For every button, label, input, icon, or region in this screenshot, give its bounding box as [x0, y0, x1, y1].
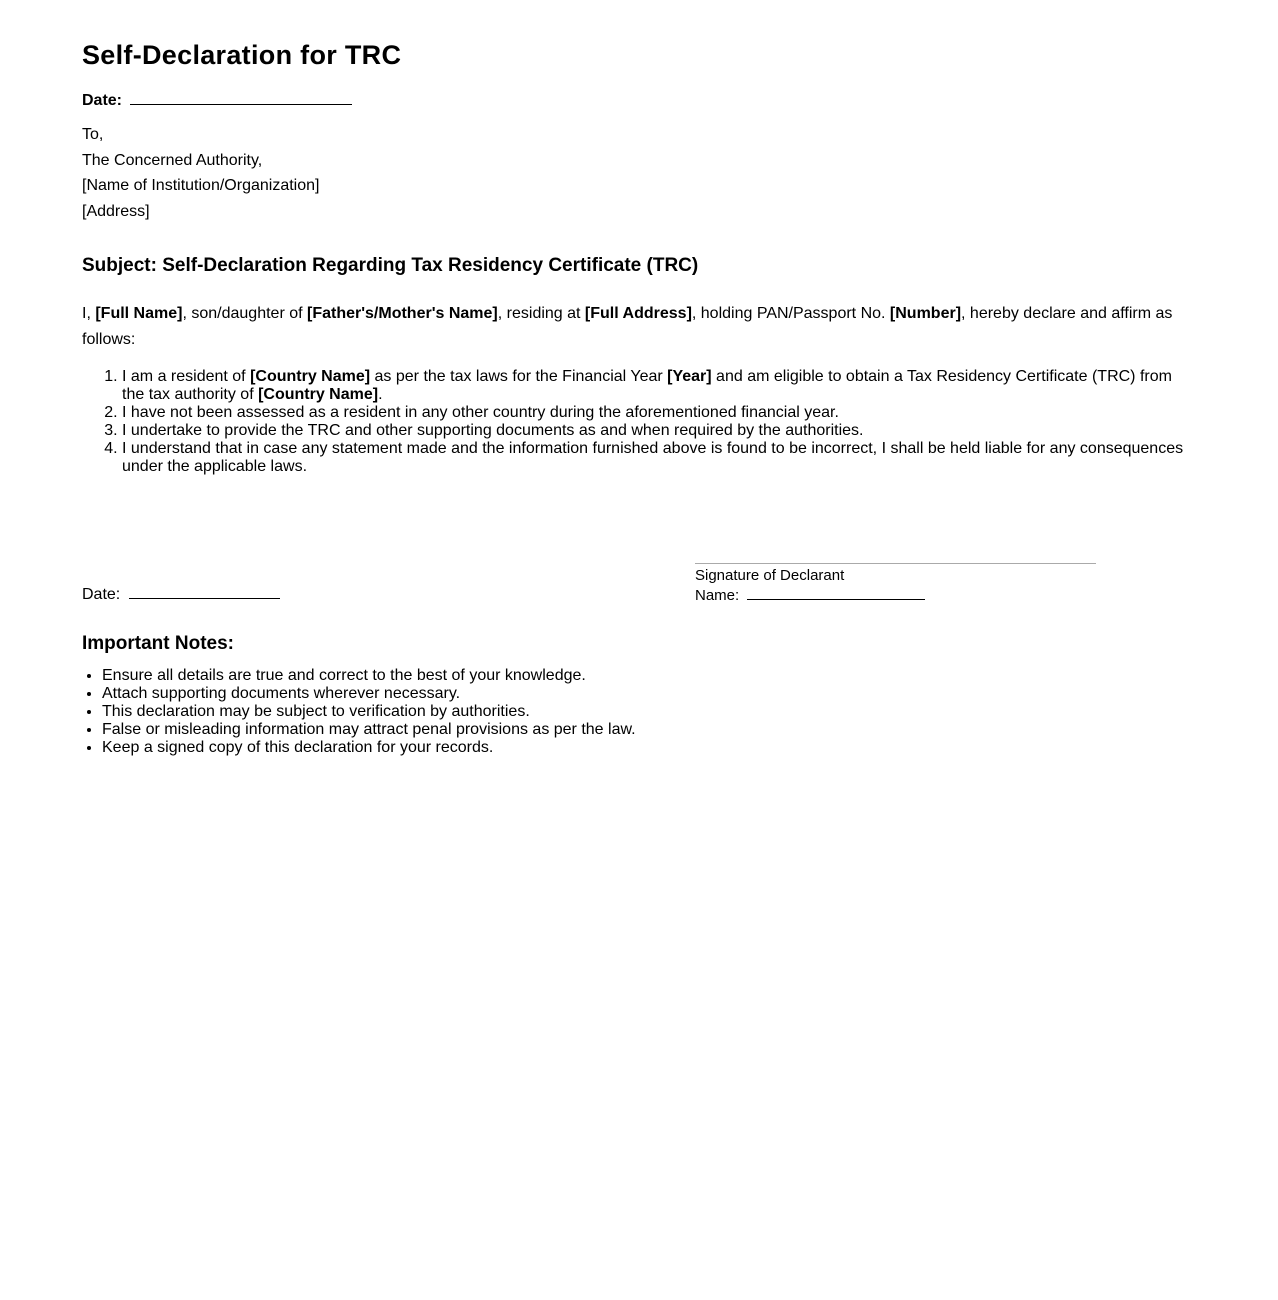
intro-text: , son/daughter of — [182, 305, 307, 322]
date-blank-line-bottom — [129, 583, 280, 599]
name-field — [695, 585, 1096, 605]
full-address-placeholder: [Full Address] — [584, 305, 692, 322]
country-name-placeholder: [Country Name] — [250, 368, 371, 385]
declaration-text: . — [378, 386, 383, 403]
declaration-list — [82, 368, 1192, 476]
country-name-placeholder: [Country Name] — [258, 386, 379, 403]
page-title: Self-Declaration for TRC — [82, 40, 402, 70]
name-label: Name: — [695, 587, 740, 604]
date-field-bottom — [82, 583, 280, 604]
intro-text: I, — [82, 305, 96, 322]
address-line: [Address] — [82, 202, 150, 220]
important-notes-list — [82, 667, 636, 757]
note-item: • Attach supporting documents wherever necessary. — [102, 685, 636, 703]
declaration-text: as per the tax laws for the Financial Year — [370, 368, 668, 385]
address-authority: The Concerned Authority, — [82, 151, 263, 169]
important-notes-heading: Important Notes: — [82, 633, 234, 654]
declaration-item-residency — [122, 368, 1192, 404]
declaration-item-not-assessed: 2. I have not been assessed as a resident in any other country during the aforementioned financial year. — [122, 404, 1192, 422]
declaration-item-undertaking: 3. I undertake to provide the TRC and other supporting documents as and when required by the authorities. — [122, 422, 1192, 440]
declaration-intro-paragraph — [82, 301, 1192, 353]
note-item: • False or misleading information may attract penal provisions as per the law. — [102, 721, 636, 739]
date-label-top: Date: — [82, 92, 123, 109]
parent-name-placeholder: [Father's/Mother's Name] — [307, 305, 498, 322]
year-placeholder: [Year] — [667, 368, 712, 385]
address-to: To, — [82, 126, 104, 143]
signature-block — [695, 563, 1096, 605]
subject-heading: Subject: Self-Declaration Regarding Tax Residency Certificate (TRC) — [82, 255, 699, 276]
intro-text: , holding PAN/Passport No. — [691, 305, 890, 322]
note-item: • Keep a signed copy of this declaration for your records. — [102, 739, 636, 757]
address-institution: [Name of Institution/Organization] — [82, 177, 320, 194]
date-field-top — [82, 89, 352, 110]
date-blank-line-top — [130, 89, 352, 105]
declaration-item-liability: 4. I understand that in case any statement made and the information furnished above is found to be incorrect, I shall be held liable for any consequences under the applicable laws. — [122, 440, 1192, 476]
id-number-placeholder: [Number] — [889, 305, 962, 322]
full-name-placeholder: [Full Name] — [95, 305, 183, 322]
name-blank-line — [747, 585, 925, 600]
recipient-address-block — [82, 122, 319, 224]
declaration-text: I am a resident of — [122, 368, 251, 385]
signature-caption: Signature of Declarant — [695, 567, 845, 584]
date-label-bottom: Date: — [82, 586, 121, 603]
note-item: • This declaration may be subject to verification by authorities. — [102, 703, 636, 721]
note-item: • Ensure all details are true and correct to the best of your knowledge. — [102, 667, 636, 685]
intro-text: , residing at — [497, 305, 585, 322]
intro-text: , hereby declare and affirm as follows: — [82, 305, 1173, 348]
declaration-text: and am eligible to obtain a Tax Residency Certificate (TRC) from the tax authority of — [122, 368, 1172, 403]
